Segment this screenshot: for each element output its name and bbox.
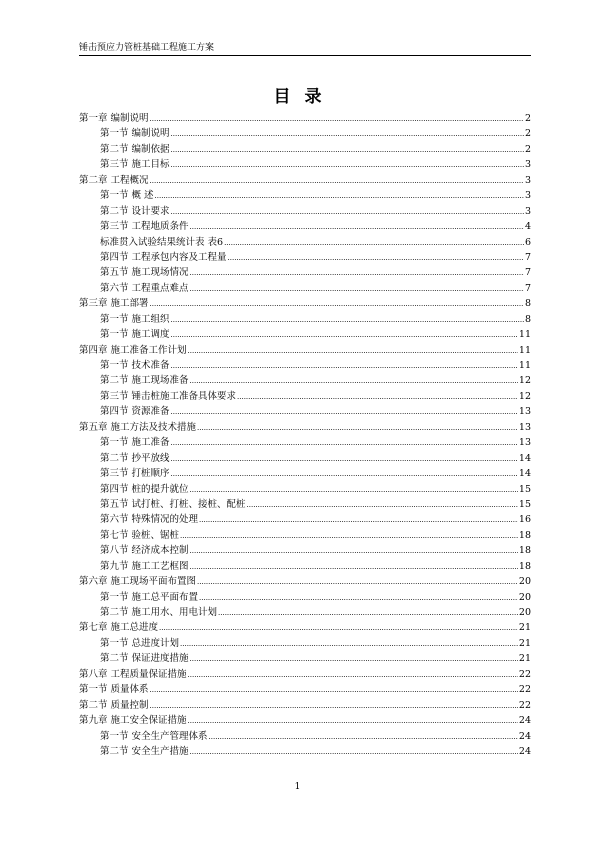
toc-entry-label: 第六节 特殊情况的处理	[100, 514, 199, 526]
toc-entry-page: 8	[524, 298, 531, 310]
toc-entry-page: 24	[518, 715, 531, 727]
toc-leader-dots	[190, 543, 518, 559]
toc-entry-page: 7	[524, 267, 531, 279]
toc-leader-dots	[190, 219, 524, 235]
toc-entry-page: 24	[518, 745, 531, 757]
toc-leader-dots	[180, 528, 518, 544]
toc-entry-page: 7	[524, 282, 531, 294]
toc-entry-page: 7	[524, 251, 531, 263]
toc-leader-dots	[171, 204, 524, 220]
toc-leader-dots	[171, 126, 524, 142]
toc-entry-section[interactable]	[79, 235, 531, 250]
toc-entry-label: 第三节 锤击桩施工准备具体要求	[100, 390, 237, 402]
toc-entry-label: 第一节 质量体系	[79, 684, 149, 696]
toc-entry-section[interactable]	[79, 451, 531, 466]
toc-entry-label: 第二节 安全生产措施	[100, 745, 189, 757]
toc-entry-label: 第九章 施工安全保证措施	[79, 715, 187, 727]
toc-leader-dots	[171, 404, 518, 420]
toc-entry-label: 第五章 施工方法及技术措施	[79, 421, 197, 433]
toc-entry-label: 第二章 工程概况	[79, 174, 149, 186]
toc-leader-dots	[150, 111, 524, 127]
toc-entry-label: 第四节 资源准备	[100, 406, 170, 418]
toc-entry-page: 12	[518, 375, 531, 387]
toc-entry-page: 14	[518, 452, 531, 464]
toc-entry-section[interactable]	[79, 358, 531, 373]
toc-entry-section[interactable]	[79, 126, 531, 141]
running-header: 锤击预应力管桩基础工程施工方案	[79, 43, 215, 53]
toc-entry-section[interactable]	[79, 497, 531, 512]
toc-leader-dots	[190, 482, 518, 498]
toc-entry-page: 13	[518, 421, 531, 433]
toc-leader-dots	[190, 281, 524, 297]
toc-entry-label: 第二节 编制依据	[100, 143, 170, 155]
toc-leader-dots	[180, 636, 518, 652]
toc-entry-page: 16	[518, 514, 531, 526]
toc-entry-page: 22	[518, 684, 531, 696]
toc-entry-page: 2	[524, 128, 531, 140]
toc-entry-page: 13	[518, 437, 531, 449]
toc-leader-dots	[171, 451, 518, 467]
toc-entry-page: 11	[518, 360, 531, 371]
toc-entry-chapter[interactable]	[79, 574, 531, 589]
toc-entry-label: 第一章 编制说明	[79, 113, 149, 124]
toc-entry-label: 第二节 施工现场准备	[100, 375, 189, 387]
toc-entry-section[interactable]	[79, 157, 531, 172]
toc-leader-dots	[237, 389, 518, 405]
toc-entry-label: 第一节 技术准备	[100, 360, 170, 371]
toc-leader-dots	[150, 296, 524, 312]
toc-entry-section[interactable]	[79, 651, 531, 666]
toc-leader-dots	[171, 435, 518, 451]
toc-entry-label: 第二节 质量控制	[79, 699, 149, 711]
toc-entry-label: 第八节 经济成本控制	[100, 545, 189, 557]
toc-entry-section[interactable]	[79, 590, 531, 605]
toc-entry-section[interactable]	[79, 142, 531, 157]
toc-entry-chapter[interactable]	[79, 173, 531, 188]
toc-entry-page: 21	[518, 637, 531, 649]
toc-leader-dots	[155, 188, 524, 204]
toc-entry-section[interactable]	[79, 528, 531, 543]
toc-entry-label: 第二节 保证进度措施	[100, 653, 189, 665]
toc-entry-label: 第九节 施工工艺框图	[100, 560, 189, 572]
toc-entry-section[interactable]	[79, 729, 531, 744]
toc-entry-section[interactable]	[79, 204, 531, 219]
toc-leader-dots	[197, 420, 518, 436]
toc-entry-section[interactable]	[79, 482, 531, 497]
toc-entry-label: 第一节 施工总平面布置	[100, 591, 199, 603]
toc-entry-section[interactable]	[79, 389, 531, 404]
toc-entry-section[interactable]	[79, 466, 531, 481]
toc-leader-dots	[224, 235, 524, 251]
toc-entry-label: 第一节 总进度计划	[100, 637, 180, 649]
toc-entry-page: 4	[524, 221, 531, 233]
toc-entry-label: 第一节 施工组织	[100, 313, 170, 325]
page-number: 1	[294, 782, 301, 792]
toc-leader-dots	[190, 559, 518, 575]
toc-entry-section[interactable]	[79, 559, 531, 574]
toc-entry-section[interactable]	[79, 543, 531, 558]
toc-leader-dots	[150, 173, 524, 189]
toc-entry-section[interactable]	[79, 512, 531, 527]
toc-entry-chapter[interactable]	[79, 667, 531, 682]
toc-leader-dots	[218, 605, 518, 621]
toc-entry-section[interactable]	[79, 636, 531, 651]
toc-entry-label: 第二节 施工用水、用电计划	[100, 607, 218, 618]
toc-entry-page: 22	[518, 699, 531, 711]
toc-entry-page: 24	[518, 730, 531, 742]
toc-entry-chapter[interactable]	[79, 698, 531, 713]
toc-entry-label: 第三章 施工部署	[79, 298, 149, 310]
toc-entry-page: 18	[518, 529, 531, 541]
toc-entry-page: 13	[518, 406, 531, 418]
toc-entry-section[interactable]	[79, 327, 531, 342]
toc-entry-label: 第五节 施工现场情况	[100, 267, 189, 279]
toc-entry-section[interactable]	[79, 265, 531, 280]
toc-entry-label: 第一节 施工准备	[100, 437, 170, 449]
toc-entry-section[interactable]	[79, 281, 531, 296]
toc-entry-chapter[interactable]	[79, 343, 531, 358]
toc-entry-page: 21	[518, 653, 531, 665]
toc-entry-section[interactable]	[79, 219, 531, 234]
toc-entry-page: 21	[518, 622, 531, 634]
toc-entry-label: 第二节 抄平放线	[100, 452, 170, 464]
toc-entry-page: 18	[518, 545, 531, 557]
toc-entry-page: 2	[524, 143, 531, 155]
toc-entry-label: 第八章 工程质量保证措施	[79, 668, 187, 680]
toc-entry-page: 3	[524, 205, 531, 217]
toc-entry-label: 第二节 设计要求	[100, 205, 170, 217]
toc-leader-dots	[190, 744, 518, 760]
toc-entry-page: 11	[518, 329, 531, 341]
toc-leader-dots	[171, 358, 518, 374]
toc-leader-dots	[150, 698, 518, 714]
toc-entry-label: 第四节 桩的提升就位	[100, 483, 189, 495]
toc-entry-page: 20	[518, 591, 531, 603]
toc-entry-page: 2	[524, 113, 531, 124]
toc-entry-label: 第七章 施工总进度	[79, 622, 159, 634]
toc-entry-page: 6	[524, 236, 531, 248]
toc-entry-page: 18	[518, 560, 531, 572]
toc-entry-label: 第四章 施工准备工作计划	[79, 344, 187, 356]
toc-entry-chapter[interactable]	[79, 620, 531, 635]
toc-entry-page: 8	[524, 313, 531, 325]
toc-entry-chapter[interactable]	[79, 296, 531, 311]
toc-leader-dots	[171, 142, 524, 158]
toc-leader-dots	[209, 729, 518, 745]
toc-entry-section[interactable]	[79, 605, 531, 620]
toc-leader-dots	[190, 651, 518, 667]
toc-entry-label: 第一节 安全生产管理体系	[100, 730, 208, 742]
toc-entry-label: 第六节 工程重点难点	[100, 282, 189, 294]
toc-entry-label: 第三节 施工目标	[100, 159, 170, 171]
toc-entry-label: 第七节 验桩、锯桩	[100, 529, 180, 541]
toc-leader-dots	[188, 713, 518, 729]
toc-entry-label: 第四节 工程承包内容及工程量	[100, 251, 227, 263]
toc-entry-page: 11	[518, 344, 531, 356]
toc-entry-section[interactable]	[79, 188, 531, 203]
toc-leader-dots	[188, 667, 518, 683]
toc-entry-page: 22	[518, 668, 531, 680]
toc-entry-page: 3	[524, 190, 531, 202]
toc-entry-section[interactable]	[79, 435, 531, 450]
toc-entry-section[interactable]	[79, 250, 531, 265]
toc-entry-page: 3	[524, 159, 531, 171]
toc-leader-dots	[247, 497, 518, 513]
toc-entry-page: 14	[518, 468, 531, 480]
toc-entry-label: 第一节 概 述	[100, 190, 154, 202]
table-of-contents	[79, 111, 531, 759]
toc-entry-chapter[interactable]	[79, 713, 531, 728]
toc-entry-chapter[interactable]	[79, 682, 531, 697]
toc-leader-dots	[171, 466, 518, 482]
toc-entry-page: 12	[518, 390, 531, 402]
toc-leader-dots	[188, 343, 518, 359]
toc-entry-label: 第五节 试打桩、打桩、接桩、配桩	[100, 498, 246, 510]
toc-leader-dots	[159, 620, 518, 636]
toc-entry-page: 3	[524, 174, 531, 186]
toc-entry-section[interactable]	[79, 373, 531, 388]
toc-leader-dots	[199, 590, 518, 606]
page-title: 目录	[273, 87, 336, 107]
toc-entry-page: 15	[518, 498, 531, 510]
toc-leader-dots	[171, 312, 524, 328]
toc-leader-dots	[190, 265, 524, 281]
toc-entry-section[interactable]	[79, 404, 531, 419]
toc-entry-page: 20	[518, 607, 531, 618]
toc-entry-section[interactable]	[79, 744, 531, 759]
header-rule	[79, 55, 531, 56]
toc-entry-label: 第三节 打桩顺序	[100, 468, 170, 480]
toc-entry-section[interactable]	[79, 312, 531, 327]
toc-entry-label: 第六章 施工现场平面布置图	[79, 576, 197, 588]
toc-leader-dots	[190, 373, 518, 389]
toc-leader-dots	[171, 327, 518, 343]
toc-leader-dots	[228, 250, 524, 266]
toc-entry-label: 第一节 施工调度	[100, 329, 170, 341]
toc-entry-chapter[interactable]	[79, 111, 531, 126]
toc-entry-label: 第一节 编制说明	[100, 128, 170, 140]
toc-entry-chapter[interactable]	[79, 420, 531, 435]
toc-entry-label: 标准贯入试验结果统计表 表6	[100, 236, 224, 248]
toc-leader-dots	[171, 157, 524, 173]
toc-entry-page: 20	[518, 576, 531, 588]
toc-leader-dots	[150, 682, 518, 698]
toc-leader-dots	[199, 512, 518, 528]
toc-entry-page: 15	[518, 483, 531, 495]
toc-entry-label: 第三节 工程地质条件	[100, 221, 189, 233]
toc-leader-dots	[197, 574, 518, 590]
